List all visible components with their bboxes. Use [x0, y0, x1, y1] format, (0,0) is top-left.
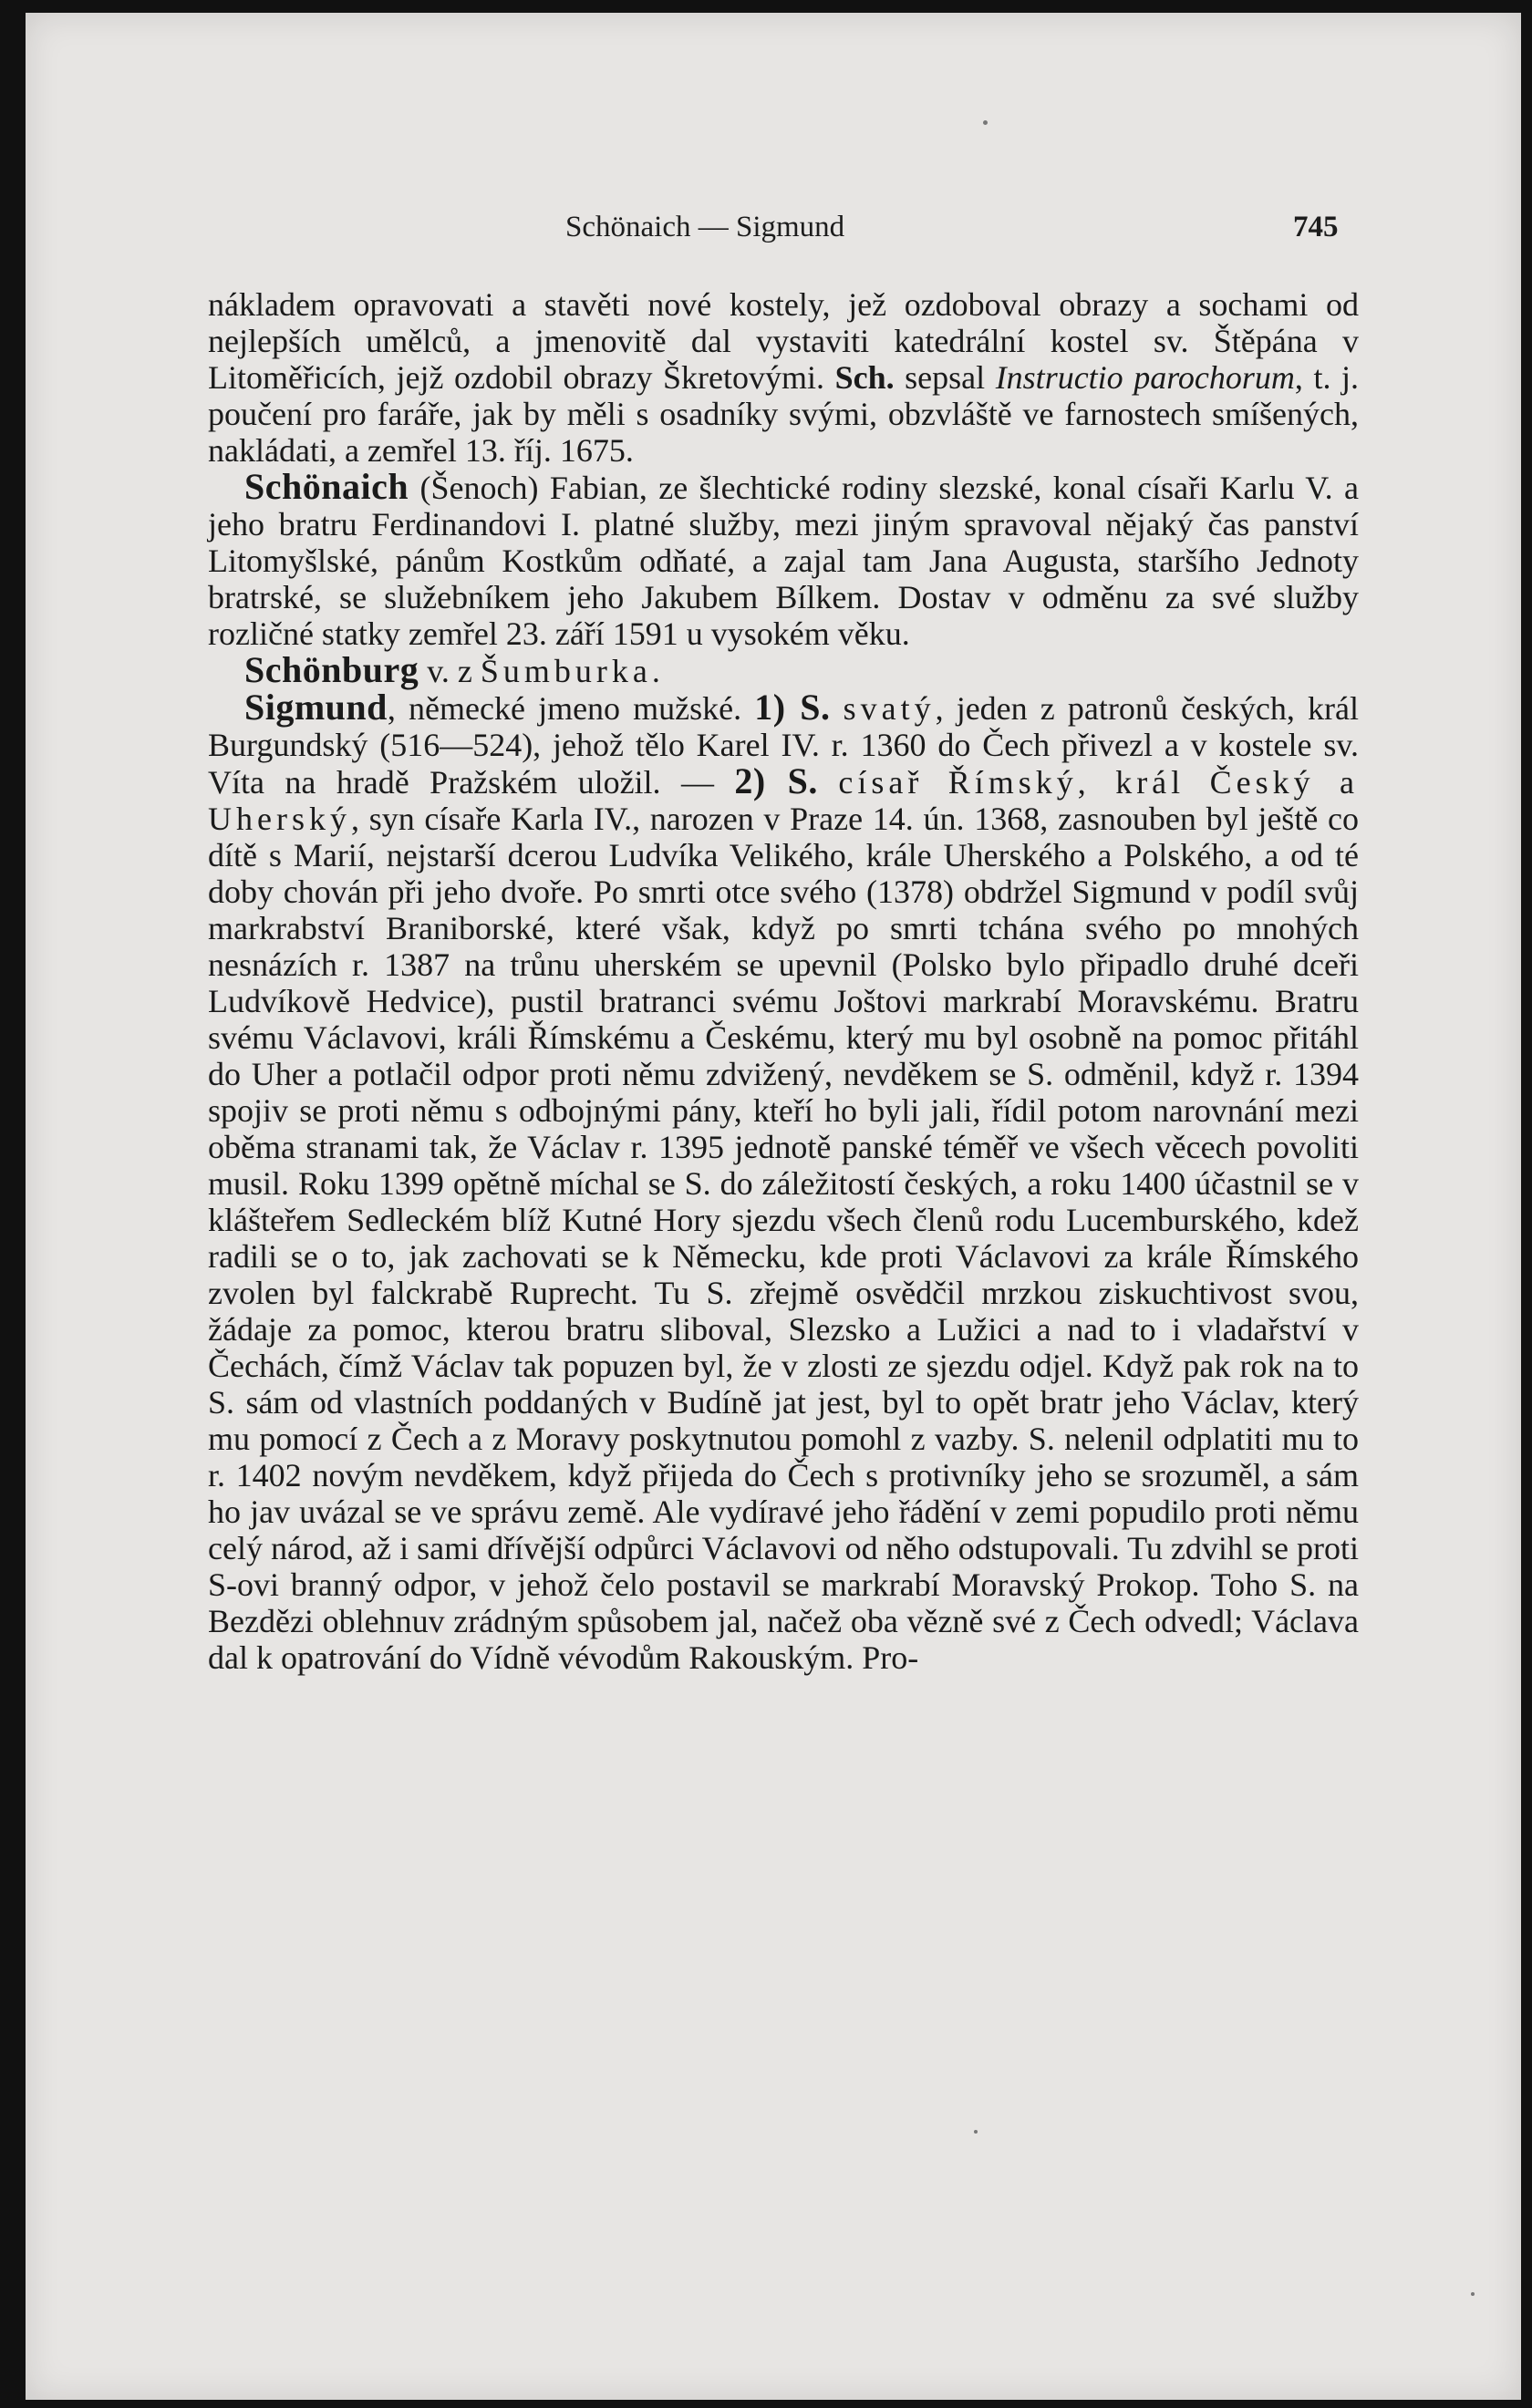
sense-number: 1) S. — [754, 687, 831, 728]
page-header — [26, 200, 1521, 254]
book-title: Instructio parochorum — [995, 359, 1295, 396]
entry-text: v. z — [419, 653, 481, 689]
spaced-term: svatý — [843, 690, 936, 727]
spaced-term: císař Římský, král Český a Uherský — [208, 764, 1359, 837]
entry-sigmund — [208, 689, 1359, 1676]
entry-text: , syn císaře Karla IV., narozen v Praze 14. ún. 1368, zasnouben byl ještě co dítě s Marií, nejstarší dcerou Ludvíka Velikého, krále Uherského a Polského, a od té doby chován při jeho dvoře. Po smrti otce svého (1378) obdržel Sigmund v podíl svůj markrabství Braniborské, které však, když po smrti tchána svého po mnohých nesnázích r. 1387 na trůnu uherském se upevnil (Polsko bylo připadlo druhé dceři Ludvíkově Hedvice), pustil bratranci svému Joštovi markrabí Moravskému. Bratru svému Václavovi, králi Římskému a Českému, který mu byl osobně na pomoc přitáhl do Uher a potlačil odpor proti němu zdvižený, nevděkem se S. odměnil, když r. 1394 spojiv se proti němu s odbojnými pány, kteří ho byli jali, řídil potom narovnání mezi oběma stranami tak, že Václav r. 1395 jednotě panské téměř ve všech věcech povoliti musil. Roku 1399 opětně míchal se S. do záležitostí českých, a roku 1400 účastnil se v klášteřem Sedleckém blíž Kutné Hory sjezdu všech členů rodu Lucemburského, kdež radili se o to, jak zachovati se k Německu, kde proti Václavovi za krále Římského zvolen byl falckrabě Ruprecht. Tu S. zřejmě osvědčil mrzkou ziskuchtivost svou, žádaje za pomoc, kterou bratru sliboval, Slezsko a Lužici a nad to i vladařství v Čechách, čímž Václav tak popuzen byl, že v zlosti ze sjezdu odjel. Když pak rok na to S. sám od vlastních poddaných v Budíně jat jest, byl to opět bratr jeho Václav, který mu pomocí z Čech a z Moravy poskytnutou pomohl z vazby. S. nelenil odplatiti mu to r. 1402 novým nevděkem, když přijeda do Čech s protivníky jeho se srozuměl, a sám ho jav uvázal se ve správu země. Ale vydíravé jeho řádění v zemi popudilo proti němu celý národ, až i sami dřívější odpůrci Václavovi od něho odstupovali. Tu zdvihl se proti S-ovi branný odpor, v jehož čelo postavil se markrabí Moravský Prokop. Toho S. na Bezdězi oblehnuv zrádným spůsobem jal, načež oba vězně své z Čech odvedl; Václava dal k opatrování do Vídně vévodům Rakouským. Pro- — [208, 801, 1359, 1676]
abbreviation: Sch. — [834, 359, 895, 396]
body-text — [208, 286, 1359, 1676]
entry-text: , německé jmeno mužské. — [387, 690, 755, 727]
text-run: , t. j. poučení pro faráře, jak by měli s osadníky svými, obzvláště ve farnostech smíšených, nakládati, a zemřel 13. říj. 1675. — [208, 359, 1359, 469]
entry-lemma: Schönburg — [244, 649, 419, 690]
entry-lemma: Schönaich — [244, 466, 409, 507]
scan-speck — [983, 120, 988, 125]
page-number: 745 — [1293, 211, 1339, 243]
scan-speck — [974, 2130, 978, 2134]
entry-text: (Šenoch) Fabian, ze šlechtické rodiny slezské, konal císaři Karlu V. a jeho bratru Ferdinandovi I. platné služby, mezi jiným spravoval nějaký čas panství Litomyšlské, pánům Kostkům odňaté, a zajal tam Jana Augusta, staršího Jednoty bratrské, se služebníkem jeho Jakubem Bílkem. Dostav v odměnu za své služby rozličné statky zemřel 23. září 1591 u vysokém věku. — [208, 470, 1359, 652]
sense-number: 2) S. — [734, 760, 818, 801]
cross-reference: Šumburka — [480, 653, 652, 689]
entry-schonburg — [208, 649, 1359, 690]
running-head: Schönaich — Sigmund — [565, 211, 845, 243]
text-run: sepsal — [894, 359, 996, 396]
scan-speck — [1471, 2292, 1475, 2296]
entry-lemma: Sigmund — [244, 687, 388, 728]
book-page — [26, 13, 1521, 2400]
entry-schonaich — [208, 466, 1359, 652]
entry-text: , jeden z patronů českých, král Burgundský (516—524), jehož tělo Karel IV. r. 1360 do Čech přivezl a v kostele sv. Víta na hradě Pražském uložil. — — [208, 690, 1359, 801]
entry-text: . — [651, 653, 660, 689]
text-run: nákladem opravovati a stavěti nové kostely, jež ozdoboval obrazy a sochami od nejlepších umělců, a jmenovitě dal vystaviti katedrální kostel sv. Štěpána v Litoměřicích, jejž ozdobil obrazy Škretovými. — [208, 286, 1359, 396]
paragraph-continuation — [208, 286, 1359, 469]
